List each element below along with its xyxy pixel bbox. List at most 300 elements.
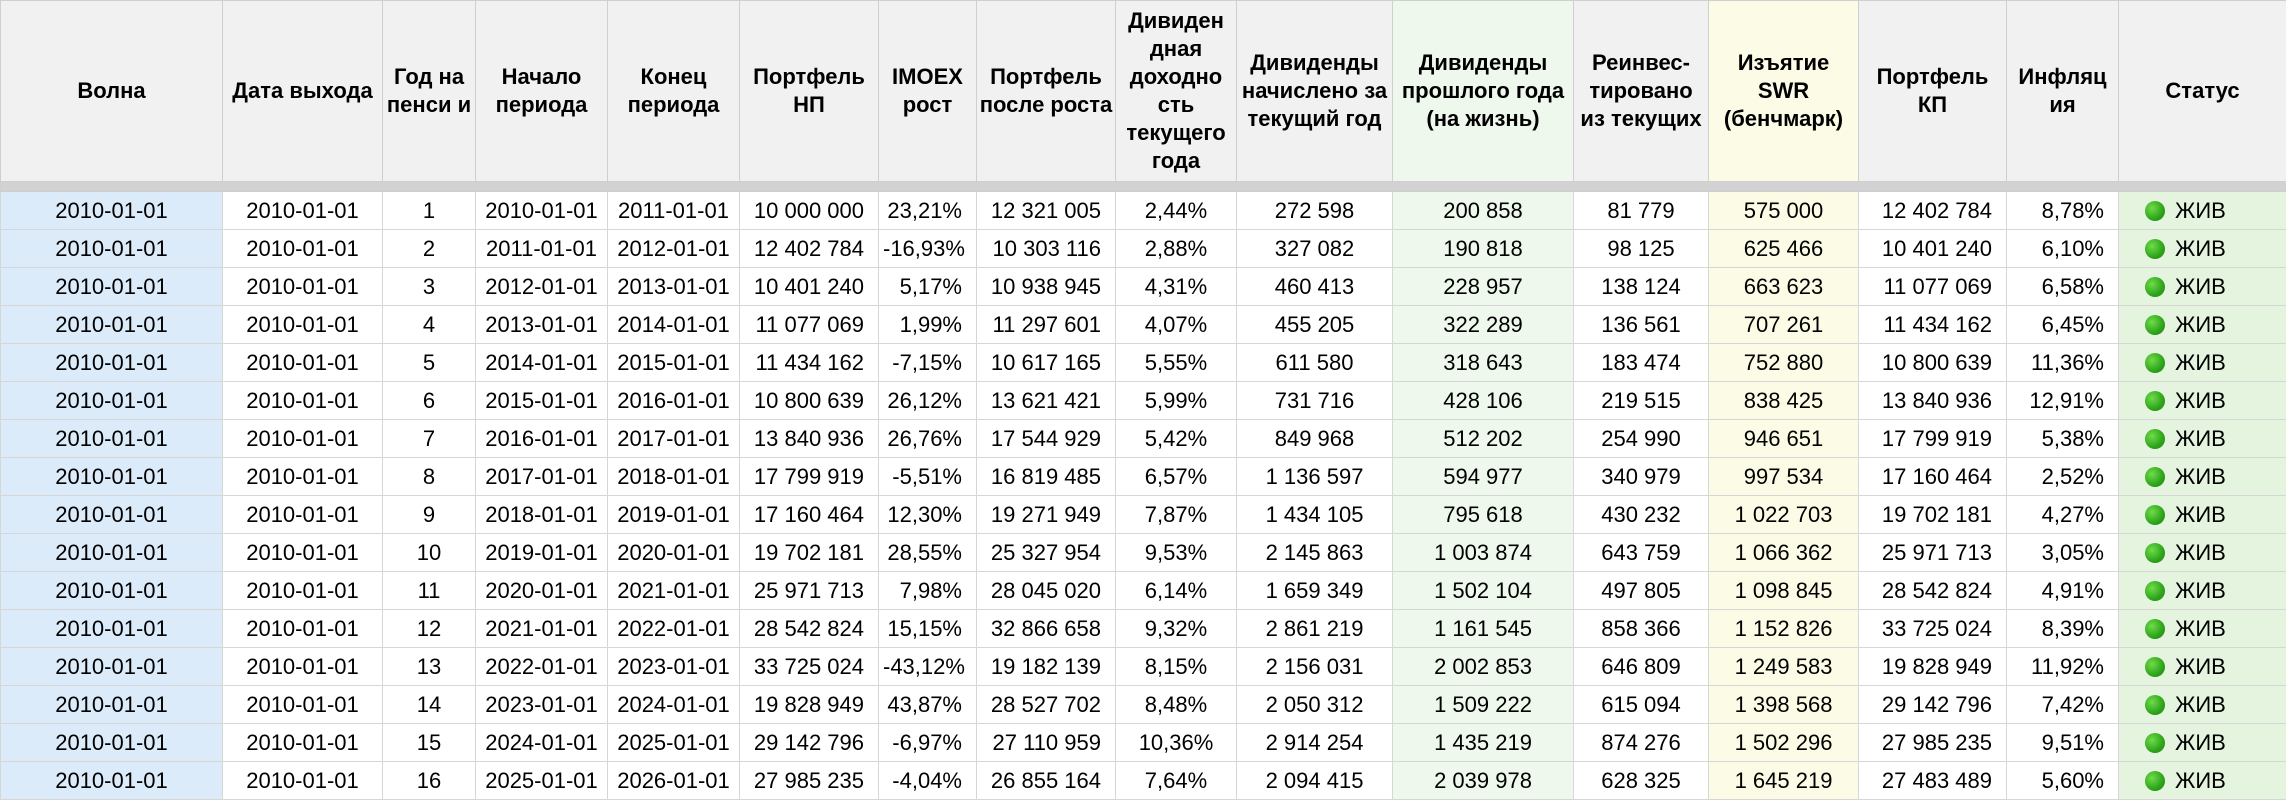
cell-status[interactable] — [2119, 762, 2286, 800]
cell-swr-withdrawal[interactable]: 625 466 — [1709, 230, 1859, 268]
cell-retirement-year[interactable]: 5 — [383, 344, 476, 382]
cell-dividend-yield[interactable]: 2,44% — [1116, 192, 1237, 230]
cell-reinvested[interactable]: 430 232 — [1574, 496, 1709, 534]
cell-portfolio-end[interactable]: 13 840 936 — [1859, 382, 2007, 420]
col-header-inflation[interactable]: Инфляц ия — [2007, 1, 2119, 182]
cell-imoex-growth[interactable]: -7,15% — [879, 344, 977, 382]
cell-period-end[interactable]: 2015-01-01 — [608, 344, 740, 382]
cell-reinvested[interactable]: 497 805 — [1574, 572, 1709, 610]
cell-imoex-growth[interactable]: 12,30% — [879, 496, 977, 534]
cell-dividends-accrued[interactable]: 455 205 — [1237, 306, 1393, 344]
cell-retirement-year[interactable]: 12 — [383, 610, 476, 648]
cell-portfolio-start[interactable]: 13 840 936 — [740, 420, 879, 458]
cell-dividends-prev-year[interactable]: 1 003 874 — [1393, 534, 1574, 572]
cell-dividends-prev-year[interactable]: 318 643 — [1393, 344, 1574, 382]
cell-retirement-year[interactable]: 10 — [383, 534, 476, 572]
cell-dividends-accrued[interactable]: 1 434 105 — [1237, 496, 1393, 534]
cell-inflation[interactable]: 8,39% — [2007, 610, 2119, 648]
cell-dividends-accrued[interactable]: 1 659 349 — [1237, 572, 1393, 610]
cell-inflation[interactable]: 11,36% — [2007, 344, 2119, 382]
cell-exit-date[interactable]: 2010-01-01 — [223, 344, 383, 382]
green-circle-icon — [2145, 239, 2165, 259]
cell-portfolio-after-growth[interactable]: 28 527 702 — [977, 686, 1116, 724]
cell-period-start[interactable]: 2016-01-01 — [476, 420, 608, 458]
cell-inflation[interactable]: 8,78% — [2007, 192, 2119, 230]
col-header-portfolio-end[interactable]: Портфель КП — [1859, 1, 2007, 182]
cell-period-start[interactable]: 2023-01-01 — [476, 686, 608, 724]
cell-dividends-prev-year[interactable]: 1 502 104 — [1393, 572, 1574, 610]
cell-portfolio-after-growth[interactable]: 25 327 954 — [977, 534, 1116, 572]
cell-portfolio-end[interactable]: 17 160 464 — [1859, 458, 2007, 496]
cell-period-end[interactable]: 2012-01-01 — [608, 230, 740, 268]
col-header-period-end[interactable]: Конец периода — [608, 1, 740, 182]
status-label: ЖИВ — [2175, 349, 2226, 375]
cell-imoex-growth[interactable]: -4,04% — [879, 762, 977, 800]
cell-exit-date[interactable]: 2010-01-01 — [223, 686, 383, 724]
cell-status[interactable] — [2119, 382, 2286, 420]
cell-period-end[interactable]: 2020-01-01 — [608, 534, 740, 572]
cell-status[interactable] — [2119, 572, 2286, 610]
cell-swr-withdrawal[interactable]: 707 261 — [1709, 306, 1859, 344]
cell-wave[interactable]: 2010-01-01 — [1, 686, 223, 724]
cell-dividends-accrued[interactable]: 327 082 — [1237, 230, 1393, 268]
cell-retirement-year[interactable]: 11 — [383, 572, 476, 610]
cell-dividend-yield[interactable]: 7,64% — [1116, 762, 1237, 800]
cell-dividends-prev-year[interactable]: 1 509 222 — [1393, 686, 1574, 724]
status-label: ЖИВ — [2175, 767, 2226, 793]
cell-inflation[interactable]: 4,91% — [2007, 572, 2119, 610]
cell-inflation[interactable]: 6,10% — [2007, 230, 2119, 268]
col-header-imoex-growth[interactable]: IMOEX рост — [879, 1, 977, 182]
cell-inflation[interactable]: 7,42% — [2007, 686, 2119, 724]
table-row — [1, 344, 2286, 382]
cell-portfolio-start[interactable]: 11 434 162 — [740, 344, 879, 382]
cell-reinvested[interactable]: 643 759 — [1574, 534, 1709, 572]
cell-portfolio-after-growth[interactable]: 10 617 165 — [977, 344, 1116, 382]
cell-portfolio-end[interactable]: 17 799 919 — [1859, 420, 2007, 458]
green-circle-icon — [2145, 619, 2165, 639]
green-circle-icon — [2145, 277, 2165, 297]
cell-inflation[interactable]: 3,05% — [2007, 534, 2119, 572]
cell-dividends-prev-year[interactable]: 512 202 — [1393, 420, 1574, 458]
cell-swr-withdrawal[interactable]: 663 623 — [1709, 268, 1859, 306]
cell-dividends-prev-year[interactable]: 1 435 219 — [1393, 724, 1574, 762]
cell-reinvested[interactable]: 858 366 — [1574, 610, 1709, 648]
col-header-wave[interactable]: Волна — [1, 1, 223, 182]
cell-dividends-accrued[interactable]: 2 861 219 — [1237, 610, 1393, 648]
cell-portfolio-start[interactable]: 33 725 024 — [740, 648, 879, 686]
cell-status[interactable] — [2119, 344, 2286, 382]
cell-period-end[interactable]: 2023-01-01 — [608, 648, 740, 686]
cell-wave[interactable]: 2010-01-01 — [1, 724, 223, 762]
cell-period-start[interactable]: 2022-01-01 — [476, 648, 608, 686]
cell-period-end[interactable]: 2026-01-01 — [608, 762, 740, 800]
cell-swr-withdrawal[interactable]: 1 152 826 — [1709, 610, 1859, 648]
cell-status[interactable] — [2119, 306, 2286, 344]
cell-status[interactable] — [2119, 724, 2286, 762]
cell-retirement-year[interactable]: 7 — [383, 420, 476, 458]
cell-retirement-year[interactable]: 16 — [383, 762, 476, 800]
cell-dividend-yield[interactable]: 9,53% — [1116, 534, 1237, 572]
cell-exit-date[interactable]: 2010-01-01 — [223, 762, 383, 800]
cell-dividend-yield[interactable]: 7,87% — [1116, 496, 1237, 534]
cell-period-start[interactable]: 2011-01-01 — [476, 230, 608, 268]
cell-inflation[interactable]: 2,52% — [2007, 458, 2119, 496]
cell-wave[interactable]: 2010-01-01 — [1, 382, 223, 420]
cell-period-start[interactable]: 2012-01-01 — [476, 268, 608, 306]
col-header-exit-date[interactable]: Дата выхода — [223, 1, 383, 182]
cell-reinvested[interactable]: 874 276 — [1574, 724, 1709, 762]
cell-imoex-growth[interactable]: -6,97% — [879, 724, 977, 762]
table-row — [1, 192, 2286, 230]
cell-reinvested[interactable]: 646 809 — [1574, 648, 1709, 686]
cell-dividends-accrued[interactable]: 460 413 — [1237, 268, 1393, 306]
cell-dividends-prev-year[interactable]: 594 977 — [1393, 458, 1574, 496]
cell-period-end[interactable]: 2018-01-01 — [608, 458, 740, 496]
table-row — [1, 268, 2286, 306]
cell-inflation[interactable]: 12,91% — [2007, 382, 2119, 420]
cell-wave[interactable]: 2010-01-01 — [1, 420, 223, 458]
cell-reinvested[interactable]: 628 325 — [1574, 762, 1709, 800]
cell-swr-withdrawal[interactable]: 1 249 583 — [1709, 648, 1859, 686]
col-header-swr-withdrawal[interactable]: Изъятие SWR (бенчмарк) — [1709, 1, 1859, 182]
cell-status[interactable] — [2119, 496, 2286, 534]
cell-status[interactable] — [2119, 610, 2286, 648]
cell-dividends-accrued[interactable]: 2 914 254 — [1237, 724, 1393, 762]
cell-inflation[interactable]: 11,92% — [2007, 648, 2119, 686]
cell-dividends-prev-year[interactable]: 2 039 978 — [1393, 762, 1574, 800]
cell-reinvested[interactable]: 254 990 — [1574, 420, 1709, 458]
cell-portfolio-start[interactable]: 27 985 235 — [740, 762, 879, 800]
cell-dividend-yield[interactable]: 8,48% — [1116, 686, 1237, 724]
cell-dividend-yield[interactable]: 5,42% — [1116, 420, 1237, 458]
cell-imoex-growth[interactable]: -5,51% — [879, 458, 977, 496]
cell-swr-withdrawal[interactable]: 575 000 — [1709, 192, 1859, 230]
cell-swr-withdrawal[interactable]: 1 502 296 — [1709, 724, 1859, 762]
cell-dividends-prev-year[interactable]: 795 618 — [1393, 496, 1574, 534]
cell-dividends-prev-year[interactable]: 190 818 — [1393, 230, 1574, 268]
cell-retirement-year[interactable]: 14 — [383, 686, 476, 724]
cell-portfolio-after-growth[interactable]: 13 621 421 — [977, 382, 1116, 420]
cell-status[interactable] — [2119, 686, 2286, 724]
cell-portfolio-start[interactable]: 29 142 796 — [740, 724, 879, 762]
cell-period-start[interactable]: 2018-01-01 — [476, 496, 608, 534]
cell-inflation[interactable]: 5,60% — [2007, 762, 2119, 800]
status-label: ЖИВ — [2175, 501, 2226, 527]
green-circle-icon — [2145, 581, 2165, 601]
cell-inflation[interactable]: 4,27% — [2007, 496, 2119, 534]
cell-wave[interactable]: 2010-01-01 — [1, 762, 223, 800]
col-header-dividends-accrued[interactable]: Дивиденды начислено за текущий год — [1237, 1, 1393, 182]
cell-portfolio-end[interactable]: 19 828 949 — [1859, 648, 2007, 686]
cell-period-start[interactable]: 2024-01-01 — [476, 724, 608, 762]
status-label: ЖИВ — [2175, 539, 2226, 565]
cell-period-end[interactable]: 2019-01-01 — [608, 496, 740, 534]
cell-period-start[interactable]: 2019-01-01 — [476, 534, 608, 572]
table-row — [1, 496, 2286, 534]
cell-portfolio-after-growth[interactable]: 11 297 601 — [977, 306, 1116, 344]
cell-portfolio-start[interactable]: 10 401 240 — [740, 268, 879, 306]
cell-swr-withdrawal[interactable]: 946 651 — [1709, 420, 1859, 458]
cell-swr-withdrawal[interactable]: 1 098 845 — [1709, 572, 1859, 610]
cell-dividends-prev-year[interactable]: 1 161 545 — [1393, 610, 1574, 648]
cell-exit-date[interactable]: 2010-01-01 — [223, 382, 383, 420]
cell-exit-date[interactable]: 2010-01-01 — [223, 268, 383, 306]
cell-status[interactable] — [2119, 420, 2286, 458]
cell-portfolio-end[interactable]: 11 434 162 — [1859, 306, 2007, 344]
cell-wave[interactable]: 2010-01-01 — [1, 458, 223, 496]
table-row — [1, 762, 2286, 800]
cell-inflation[interactable]: 6,58% — [2007, 268, 2119, 306]
cell-reinvested[interactable]: 340 979 — [1574, 458, 1709, 496]
col-header-portfolio-start[interactable]: Портфель НП — [740, 1, 879, 182]
cell-portfolio-end[interactable]: 10 401 240 — [1859, 230, 2007, 268]
cell-swr-withdrawal[interactable]: 997 534 — [1709, 458, 1859, 496]
col-header-status[interactable]: Статус — [2119, 1, 2286, 182]
status-label: ЖИВ — [2175, 235, 2226, 261]
cell-imoex-growth[interactable]: -43,12% — [879, 648, 977, 686]
cell-period-start[interactable]: 2017-01-01 — [476, 458, 608, 496]
cell-portfolio-end[interactable]: 33 725 024 — [1859, 610, 2007, 648]
cell-imoex-growth[interactable]: -16,93% — [879, 230, 977, 268]
header-row — [1, 1, 2286, 182]
cell-dividend-yield[interactable]: 2,88% — [1116, 230, 1237, 268]
cell-imoex-growth[interactable]: 26,76% — [879, 420, 977, 458]
green-circle-icon — [2145, 315, 2165, 335]
cell-portfolio-start[interactable]: 28 542 824 — [740, 610, 879, 648]
cell-dividend-yield[interactable]: 9,32% — [1116, 610, 1237, 648]
cell-swr-withdrawal[interactable]: 752 880 — [1709, 344, 1859, 382]
cell-dividends-prev-year[interactable]: 200 858 — [1393, 192, 1574, 230]
cell-dividend-yield[interactable]: 10,36% — [1116, 724, 1237, 762]
col-header-dividends-prev-year[interactable]: Дивиденды прошлого года (на жизнь) — [1393, 1, 1574, 182]
cell-portfolio-after-growth[interactable]: 26 855 164 — [977, 762, 1116, 800]
cell-retirement-year[interactable]: 6 — [383, 382, 476, 420]
cell-dividend-yield[interactable]: 4,07% — [1116, 306, 1237, 344]
cell-exit-date[interactable]: 2010-01-01 — [223, 306, 383, 344]
cell-period-start[interactable]: 2020-01-01 — [476, 572, 608, 610]
cell-portfolio-start[interactable]: 17 799 919 — [740, 458, 879, 496]
cell-period-end[interactable]: 2016-01-01 — [608, 382, 740, 420]
status-label: ЖИВ — [2175, 387, 2226, 413]
cell-portfolio-end[interactable]: 27 483 489 — [1859, 762, 2007, 800]
cell-imoex-growth[interactable]: 15,15% — [879, 610, 977, 648]
cell-dividends-accrued[interactable]: 2 050 312 — [1237, 686, 1393, 724]
cell-dividend-yield[interactable]: 4,31% — [1116, 268, 1237, 306]
green-circle-icon — [2145, 201, 2165, 221]
cell-wave[interactable]: 2010-01-01 — [1, 306, 223, 344]
cell-status[interactable] — [2119, 268, 2286, 306]
cell-period-end[interactable]: 2022-01-01 — [608, 610, 740, 648]
status-label: ЖИВ — [2175, 615, 2226, 641]
cell-portfolio-after-growth[interactable]: 16 819 485 — [977, 458, 1116, 496]
cell-portfolio-after-growth[interactable]: 19 271 949 — [977, 496, 1116, 534]
table-row — [1, 382, 2286, 420]
cell-wave[interactable]: 2010-01-01 — [1, 496, 223, 534]
cell-period-end[interactable]: 2011-01-01 — [608, 192, 740, 230]
cell-inflation[interactable]: 6,45% — [2007, 306, 2119, 344]
cell-portfolio-end[interactable]: 10 800 639 — [1859, 344, 2007, 382]
cell-retirement-year[interactable]: 3 — [383, 268, 476, 306]
cell-dividends-accrued[interactable]: 731 716 — [1237, 382, 1393, 420]
cell-wave[interactable]: 2010-01-01 — [1, 230, 223, 268]
cell-exit-date[interactable]: 2010-01-01 — [223, 534, 383, 572]
cell-dividends-accrued[interactable]: 2 145 863 — [1237, 534, 1393, 572]
cell-portfolio-start[interactable]: 10 000 000 — [740, 192, 879, 230]
cell-portfolio-end[interactable]: 19 702 181 — [1859, 496, 2007, 534]
cell-portfolio-end[interactable]: 11 077 069 — [1859, 268, 2007, 306]
cell-period-start[interactable]: 2014-01-01 — [476, 344, 608, 382]
cell-imoex-growth[interactable]: 43,87% — [879, 686, 977, 724]
cell-exit-date[interactable]: 2010-01-01 — [223, 610, 383, 648]
cell-reinvested[interactable]: 183 474 — [1574, 344, 1709, 382]
cell-reinvested[interactable]: 136 561 — [1574, 306, 1709, 344]
cell-dividends-accrued[interactable]: 849 968 — [1237, 420, 1393, 458]
cell-portfolio-start[interactable]: 11 077 069 — [740, 306, 879, 344]
cell-period-end[interactable]: 2017-01-01 — [608, 420, 740, 458]
cell-portfolio-end[interactable]: 29 142 796 — [1859, 686, 2007, 724]
cell-dividends-prev-year[interactable]: 428 106 — [1393, 382, 1574, 420]
cell-exit-date[interactable]: 2010-01-01 — [223, 420, 383, 458]
cell-imoex-growth[interactable]: 26,12% — [879, 382, 977, 420]
cell-period-start[interactable]: 2013-01-01 — [476, 306, 608, 344]
cell-retirement-year[interactable]: 2 — [383, 230, 476, 268]
cell-dividends-accrued[interactable]: 611 580 — [1237, 344, 1393, 382]
status-label: ЖИВ — [2175, 691, 2226, 717]
cell-reinvested[interactable]: 81 779 — [1574, 192, 1709, 230]
cell-dividends-prev-year[interactable]: 2 002 853 — [1393, 648, 1574, 686]
cell-period-start[interactable]: 2021-01-01 — [476, 610, 608, 648]
cell-imoex-growth[interactable]: 5,17% — [879, 268, 977, 306]
cell-dividend-yield[interactable]: 5,99% — [1116, 382, 1237, 420]
cell-swr-withdrawal[interactable]: 838 425 — [1709, 382, 1859, 420]
cell-imoex-growth[interactable]: 7,98% — [879, 572, 977, 610]
cell-dividends-accrued[interactable]: 2 094 415 — [1237, 762, 1393, 800]
cell-portfolio-start[interactable]: 19 828 949 — [740, 686, 879, 724]
cell-dividend-yield[interactable]: 6,14% — [1116, 572, 1237, 610]
cell-portfolio-start[interactable]: 10 800 639 — [740, 382, 879, 420]
cell-dividends-accrued[interactable]: 272 598 — [1237, 192, 1393, 230]
cell-portfolio-after-growth[interactable]: 10 938 945 — [977, 268, 1116, 306]
cell-portfolio-after-growth[interactable]: 10 303 116 — [977, 230, 1116, 268]
cell-portfolio-after-growth[interactable]: 19 182 139 — [977, 648, 1116, 686]
table-row — [1, 458, 2286, 496]
cell-wave[interactable]: 2010-01-01 — [1, 268, 223, 306]
cell-dividends-prev-year[interactable]: 228 957 — [1393, 268, 1574, 306]
col-header-retirement-year[interactable]: Год на пенси и — [383, 1, 476, 182]
cell-swr-withdrawal[interactable]: 1 398 568 — [1709, 686, 1859, 724]
cell-retirement-year[interactable]: 8 — [383, 458, 476, 496]
col-header-portfolio-after-growth[interactable]: Портфель после роста — [977, 1, 1116, 182]
cell-period-end[interactable]: 2021-01-01 — [608, 572, 740, 610]
cell-period-start[interactable]: 2025-01-01 — [476, 762, 608, 800]
cell-portfolio-after-growth[interactable]: 12 321 005 — [977, 192, 1116, 230]
cell-exit-date[interactable]: 2010-01-01 — [223, 496, 383, 534]
cell-portfolio-start[interactable]: 25 971 713 — [740, 572, 879, 610]
cell-portfolio-start[interactable]: 12 402 784 — [740, 230, 879, 268]
cell-exit-date[interactable]: 2010-01-01 — [223, 724, 383, 762]
cell-portfolio-after-growth[interactable]: 17 544 929 — [977, 420, 1116, 458]
col-header-reinvested[interactable]: Реинвес- тировано из текущих — [1574, 1, 1709, 182]
cell-imoex-growth[interactable]: 23,21% — [879, 192, 977, 230]
cell-dividends-accrued[interactable]: 1 136 597 — [1237, 458, 1393, 496]
cell-wave[interactable]: 2010-01-01 — [1, 572, 223, 610]
cell-wave[interactable]: 2010-01-01 — [1, 534, 223, 572]
cell-dividend-yield[interactable]: 6,57% — [1116, 458, 1237, 496]
cell-status[interactable] — [2119, 458, 2286, 496]
cell-portfolio-end[interactable]: 27 985 235 — [1859, 724, 2007, 762]
col-header-dividend-yield[interactable]: Дивиден дная доходно сть текущего года — [1116, 1, 1237, 182]
cell-period-end[interactable]: 2013-01-01 — [608, 268, 740, 306]
cell-exit-date[interactable]: 2010-01-01 — [223, 648, 383, 686]
cell-portfolio-after-growth[interactable]: 28 045 020 — [977, 572, 1116, 610]
cell-retirement-year[interactable]: 15 — [383, 724, 476, 762]
cell-exit-date[interactable]: 2010-01-01 — [223, 458, 383, 496]
cell-imoex-growth[interactable]: 1,99% — [879, 306, 977, 344]
cell-portfolio-start[interactable]: 19 702 181 — [740, 534, 879, 572]
cell-status[interactable] — [2119, 230, 2286, 268]
cell-swr-withdrawal[interactable]: 1 645 219 — [1709, 762, 1859, 800]
cell-retirement-year[interactable]: 4 — [383, 306, 476, 344]
cell-swr-withdrawal[interactable]: 1 066 362 — [1709, 534, 1859, 572]
cell-status[interactable] — [2119, 648, 2286, 686]
cell-portfolio-end[interactable]: 12 402 784 — [1859, 192, 2007, 230]
cell-wave[interactable]: 2010-01-01 — [1, 648, 223, 686]
cell-inflation[interactable]: 9,51% — [2007, 724, 2119, 762]
col-header-period-start[interactable]: Начало периода — [476, 1, 608, 182]
cell-dividend-yield[interactable]: 5,55% — [1116, 344, 1237, 382]
cell-period-start[interactable]: 2015-01-01 — [476, 382, 608, 420]
cell-status[interactable] — [2119, 192, 2286, 230]
status-label: ЖИВ — [2175, 463, 2226, 489]
cell-inflation[interactable]: 5,38% — [2007, 420, 2119, 458]
cell-exit-date[interactable]: 2010-01-01 — [223, 230, 383, 268]
cell-portfolio-end[interactable]: 28 542 824 — [1859, 572, 2007, 610]
cell-period-end[interactable]: 2025-01-01 — [608, 724, 740, 762]
cell-portfolio-after-growth[interactable]: 27 110 959 — [977, 724, 1116, 762]
cell-status[interactable] — [2119, 534, 2286, 572]
cell-retirement-year[interactable]: 13 — [383, 648, 476, 686]
green-circle-icon — [2145, 771, 2165, 791]
cell-wave[interactable]: 2010-01-01 — [1, 192, 223, 230]
cell-reinvested[interactable]: 615 094 — [1574, 686, 1709, 724]
cell-reinvested[interactable]: 98 125 — [1574, 230, 1709, 268]
cell-portfolio-after-growth[interactable]: 32 866 658 — [977, 610, 1116, 648]
cell-wave[interactable]: 2010-01-01 — [1, 610, 223, 648]
cell-swr-withdrawal[interactable]: 1 022 703 — [1709, 496, 1859, 534]
status-label: ЖИВ — [2175, 311, 2226, 337]
cell-retirement-year[interactable]: 9 — [383, 496, 476, 534]
cell-exit-date[interactable]: 2010-01-01 — [223, 192, 383, 230]
status-label: ЖИВ — [2175, 729, 2226, 755]
cell-dividends-prev-year[interactable]: 322 289 — [1393, 306, 1574, 344]
cell-portfolio-start[interactable]: 17 160 464 — [740, 496, 879, 534]
cell-reinvested[interactable]: 138 124 — [1574, 268, 1709, 306]
cell-dividends-accrued[interactable]: 2 156 031 — [1237, 648, 1393, 686]
cell-period-start[interactable]: 2010-01-01 — [476, 192, 608, 230]
table-row — [1, 420, 2286, 458]
table-row — [1, 534, 2286, 572]
cell-imoex-growth[interactable]: 28,55% — [879, 534, 977, 572]
cell-portfolio-end[interactable]: 25 971 713 — [1859, 534, 2007, 572]
cell-retirement-year[interactable]: 1 — [383, 192, 476, 230]
cell-period-end[interactable]: 2024-01-01 — [608, 686, 740, 724]
cell-wave[interactable]: 2010-01-01 — [1, 344, 223, 382]
cell-dividend-yield[interactable]: 8,15% — [1116, 648, 1237, 686]
cell-period-end[interactable]: 2014-01-01 — [608, 306, 740, 344]
cell-exit-date[interactable]: 2010-01-01 — [223, 572, 383, 610]
cell-reinvested[interactable]: 219 515 — [1574, 382, 1709, 420]
